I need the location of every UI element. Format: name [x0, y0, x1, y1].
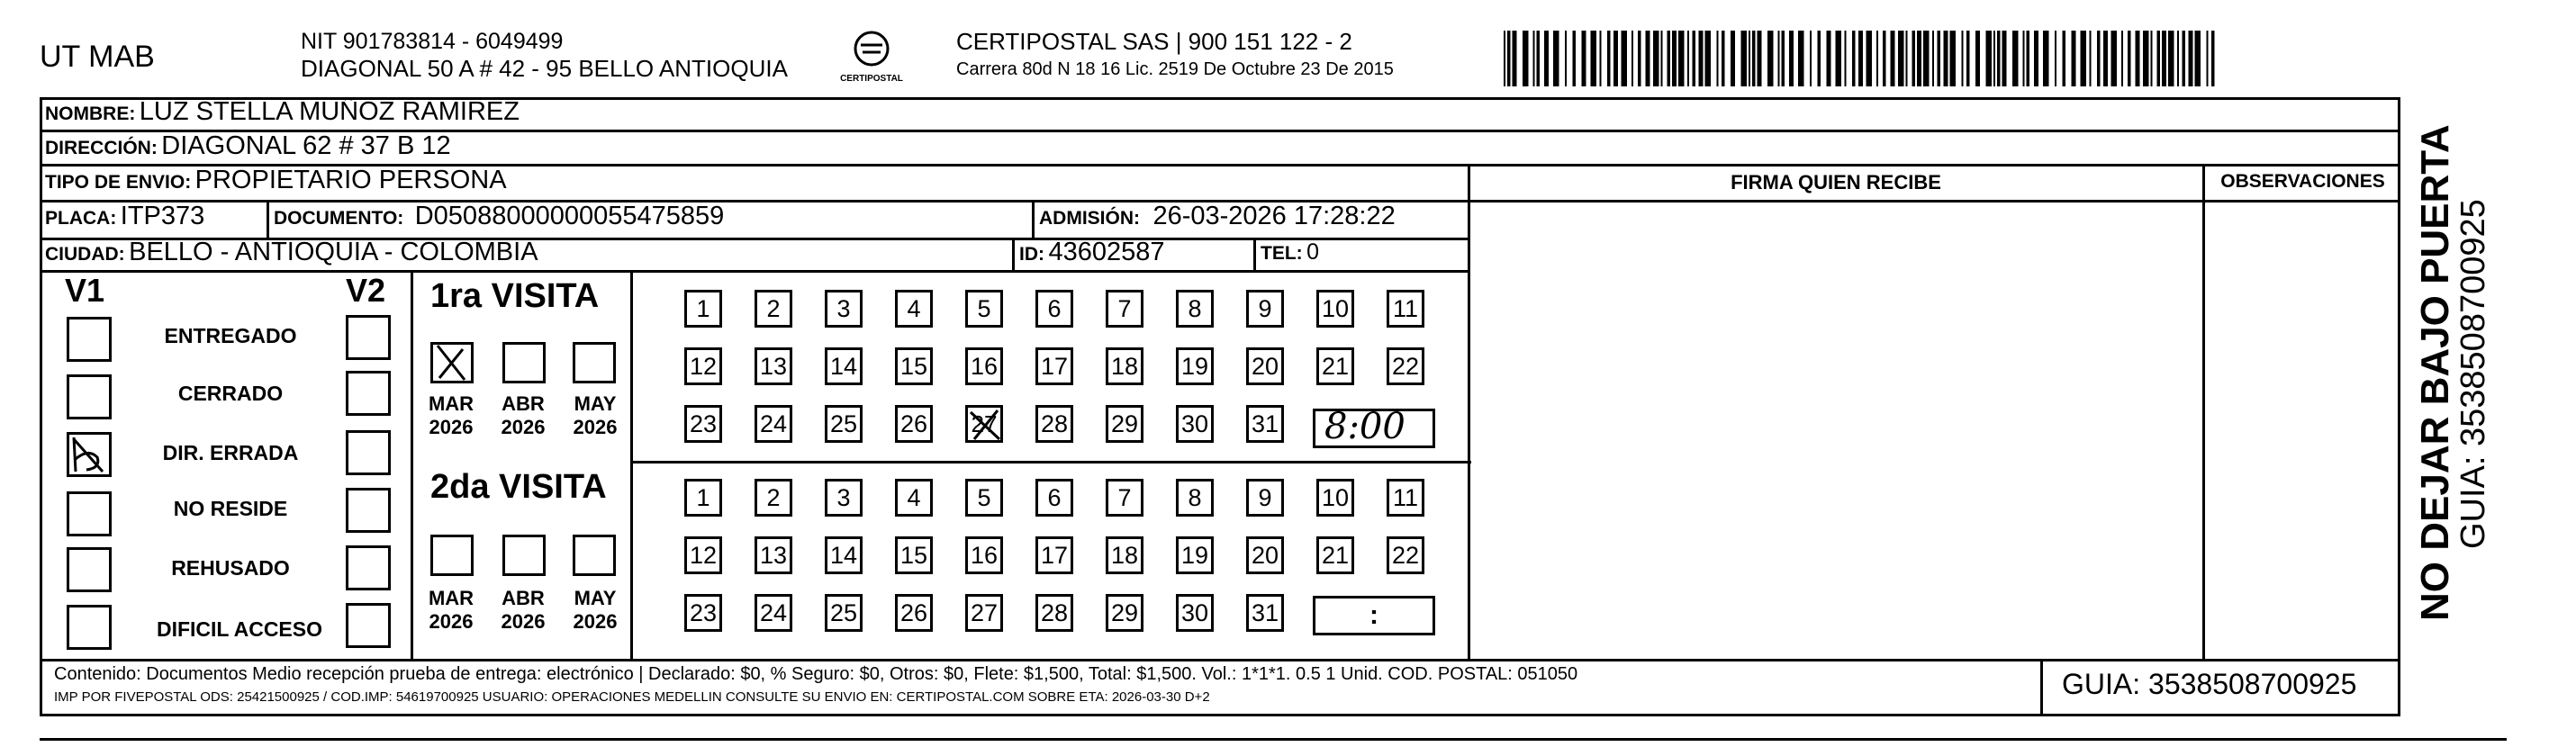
- handwritten-check-icon: [67, 432, 112, 477]
- v2-label: V2: [346, 272, 386, 309]
- days2-day-4[interactable]: 4: [895, 479, 933, 517]
- days2-day-9[interactable]: 9: [1246, 479, 1284, 517]
- documento-field: [274, 202, 724, 231]
- days1-day-13[interactable]: 13: [755, 347, 792, 385]
- visita2-title: 2da VISITA: [430, 468, 607, 506]
- nombre-row: [45, 97, 520, 127]
- footer-imp: IMP POR FIVEPOSTAL ODS: 25421500925 / COD.IMP: 54619700925 USUARIO: OPERACIONES MEDELLIN CONSULTE SU ENVIO EN: CERTIPOSTAL.COM SOBRE ETA: 2026-03-30 D+2: [54, 689, 1210, 705]
- visita1-month-abr-checkbox[interactable]: [502, 342, 546, 383]
- visita2-month-may: MAY 2026: [573, 587, 618, 633]
- days1-day-9[interactable]: 9: [1246, 290, 1284, 328]
- placa-value: ITP373: [120, 202, 205, 230]
- days2-day-21[interactable]: 21: [1316, 536, 1354, 574]
- days1-day-25[interactable]: 25: [825, 405, 863, 443]
- visita1-hour-box[interactable]: [1313, 406, 1435, 448]
- visita2-month-mar-checkbox[interactable]: [430, 535, 474, 576]
- tipo-value: PROPIETARIO PERSONA: [194, 166, 507, 194]
- days1-day-17[interactable]: 17: [1035, 347, 1073, 385]
- status-rehusado: REHUSADO: [171, 556, 290, 580]
- v1-checkbox-entregado[interactable]: [67, 317, 112, 362]
- visita1-hour-value: 8:00: [1324, 406, 1406, 447]
- visita1-month-may-checkbox[interactable]: [573, 342, 616, 383]
- courier-license: Carrera 80d N 18 16 Lic. 2519 De Octubre 23 De 2015: [956, 59, 1394, 79]
- days1-day-31[interactable]: 31: [1246, 405, 1284, 443]
- side-no-dejar: NO DEJAR BAJO PUERTA: [2413, 124, 2457, 621]
- visita2-month-mar: MAR 2026: [428, 587, 475, 633]
- days2-day-20[interactable]: 20: [1246, 536, 1284, 574]
- days2-day-11[interactable]: 11: [1387, 479, 1424, 517]
- id-field: [1019, 238, 1164, 267]
- documento-label: DOCUMENTO:: [274, 208, 404, 229]
- v2-checkbox-cerrado[interactable]: [346, 371, 391, 416]
- days2-day-23[interactable]: 23: [684, 594, 722, 632]
- footer-contenido: Contenido: Documentos Medio recepción prueba de entrega: electrónico | Declarado: $0, % Seguro: $0, Otros: $0, Flete: $1,500, Total: $1,500. Vol.: 1*1*1. 0.5 1 Unid. COD. POSTAL: 051050: [54, 664, 1578, 684]
- days1-day-16[interactable]: 16: [965, 347, 1003, 385]
- handwritten-x-icon: [430, 342, 474, 383]
- status-no-reside: NO RESIDE: [173, 497, 288, 520]
- direccion-row: [45, 131, 451, 161]
- company-name: UT MAB: [40, 40, 155, 74]
- direccion-value: DIAGONAL 62 # 37 B 12: [161, 131, 451, 160]
- v2-checkbox-dificil-acceso[interactable]: [346, 603, 391, 648]
- days2-day-29[interactable]: 29: [1106, 594, 1143, 632]
- days1-day-10[interactable]: 10: [1316, 290, 1354, 328]
- days2-day-6[interactable]: 6: [1035, 479, 1073, 517]
- days2-day-15[interactable]: 15: [895, 536, 933, 574]
- observaciones-label: OBSERVACIONES: [2220, 171, 2385, 192]
- days1-day-19[interactable]: 19: [1176, 347, 1214, 385]
- days2-day-24[interactable]: 24: [755, 594, 792, 632]
- company-nit: NIT 901783814 - 6049499: [301, 29, 564, 54]
- days2-day-12[interactable]: 12: [684, 536, 722, 574]
- days1-day-1[interactable]: 1: [684, 290, 722, 328]
- visita2-hour-box[interactable]: [1313, 596, 1435, 635]
- days2-day-7[interactable]: 7: [1106, 479, 1143, 517]
- v2-checkbox-dir-errada[interactable]: [346, 430, 391, 475]
- days1-day-15[interactable]: 15: [895, 347, 933, 385]
- placa-field: [45, 202, 204, 231]
- days2-day-3[interactable]: 3: [825, 479, 863, 517]
- days1-day-29[interactable]: 29: [1106, 405, 1143, 443]
- days2-day-2[interactable]: 2: [755, 479, 792, 517]
- days1-day-30[interactable]: 30: [1176, 405, 1214, 443]
- v2-checkbox-entregado[interactable]: [346, 315, 391, 360]
- ciudad-field: [45, 238, 538, 267]
- side-guia: GUIA: 3538508700925: [2454, 199, 2492, 549]
- days1-day-27[interactable]: [965, 405, 1003, 443]
- days1-day-7[interactable]: 7: [1106, 290, 1143, 328]
- days2-day-10[interactable]: 10: [1316, 479, 1354, 517]
- ciudad-label: CIUDAD:: [45, 244, 125, 265]
- days1-day-8[interactable]: 8: [1176, 290, 1214, 328]
- nombre-value: LUZ STELLA MUÑOZ RAMIREZ: [139, 97, 520, 126]
- days2-day-17[interactable]: 17: [1035, 536, 1073, 574]
- nombre-label: NOMBRE:: [45, 104, 136, 124]
- days1-day-24[interactable]: 24: [755, 405, 792, 443]
- days2-day-31[interactable]: 31: [1246, 594, 1284, 632]
- visita2-month-abr: ABR 2026: [501, 587, 546, 633]
- certipostal-logo: [836, 29, 908, 86]
- days1-day-11[interactable]: 11: [1387, 290, 1424, 328]
- status-dificil-acceso: DIFICIL ACCESO: [156, 617, 322, 641]
- days1-day-18[interactable]: 18: [1106, 347, 1143, 385]
- tel-field: [1261, 239, 1319, 266]
- v1-checkbox-dificil-acceso[interactable]: [67, 605, 112, 650]
- days1-day-23[interactable]: 23: [684, 405, 722, 443]
- courier-name: CERTIPOSTAL SAS | 900 151 122 - 2: [956, 28, 1352, 55]
- days1-day-4[interactable]: 4: [895, 290, 933, 328]
- days2-day-16[interactable]: 16: [965, 536, 1003, 574]
- v1-checkbox-rehusado[interactable]: [67, 547, 112, 592]
- visita1-title: 1ra VISITA: [430, 277, 600, 315]
- v2-checkbox-no-reside[interactable]: [346, 488, 391, 533]
- firma-label: FIRMA QUIEN RECIBE: [1731, 171, 1941, 194]
- days2-day-27[interactable]: 27: [965, 594, 1003, 632]
- status-entregado: ENTREGADO: [164, 324, 297, 347]
- admision-label: ADMISIÓN:: [1039, 208, 1140, 229]
- v2-checkbox-rehusado[interactable]: [346, 545, 391, 590]
- days1-day-28[interactable]: 28: [1035, 405, 1073, 443]
- admision-value: 26-03-2026 17:28:22: [1152, 202, 1396, 230]
- visita1-month-may: MAY 2026: [573, 392, 618, 438]
- direccion-label: DIRECCIÓN:: [45, 138, 158, 158]
- header: [0, 0, 2576, 99]
- status-dir-errada: DIR. ERRADA: [162, 441, 299, 464]
- days1-day-5[interactable]: 5: [965, 290, 1003, 328]
- handwritten-x-icon: [965, 405, 1003, 443]
- admision-field: [1039, 202, 1396, 231]
- days2-day-28[interactable]: 28: [1035, 594, 1073, 632]
- days1-day-14[interactable]: 14: [825, 347, 863, 385]
- footer-guia: GUIA: 3538508700925: [2062, 668, 2357, 700]
- days1-day-26[interactable]: 26: [895, 405, 933, 443]
- barcode: [1504, 31, 2224, 86]
- tel-label: TEL:: [1261, 243, 1303, 264]
- visita2-hour-value: :: [1369, 600, 1378, 630]
- id-label: ID:: [1019, 244, 1044, 265]
- days1-day-20[interactable]: 20: [1246, 347, 1284, 385]
- v1-label: V1: [65, 272, 105, 309]
- visita1-month-abr: ABR 2026: [501, 392, 546, 438]
- days2-day-8[interactable]: 8: [1176, 479, 1214, 517]
- svg-text:CERTIPOSTAL: CERTIPOSTAL: [840, 74, 903, 84]
- svg-text:27: 27: [971, 410, 998, 437]
- days1-day-6[interactable]: 6: [1035, 290, 1073, 328]
- days2-day-30[interactable]: 30: [1176, 594, 1214, 632]
- days2-day-5[interactable]: 5: [965, 479, 1003, 517]
- company-address: DIAGONAL 50 A # 42 - 95 BELLO ANTIOQUIA: [301, 55, 788, 82]
- days2-day-13[interactable]: 13: [755, 536, 792, 574]
- days2-day-25[interactable]: 25: [825, 594, 863, 632]
- days2-day-19[interactable]: 19: [1176, 536, 1214, 574]
- v1-checkbox-no-reside[interactable]: [67, 491, 112, 536]
- v1-checkbox-dir-errada[interactable]: [67, 432, 112, 477]
- visita2-month-may-checkbox[interactable]: [573, 535, 616, 576]
- visita1-month-mar: MAR 2026: [428, 392, 475, 438]
- documento-value: D05088000000055475859: [414, 202, 725, 230]
- days1-day-22[interactable]: 22: [1387, 347, 1424, 385]
- days2-day-26[interactable]: 26: [895, 594, 933, 632]
- days2-day-22[interactable]: 22: [1387, 536, 1424, 574]
- status-cerrado: CERRADO: [177, 382, 284, 405]
- id-value: 43602587: [1048, 238, 1165, 266]
- visita1-month-mar-checkbox[interactable]: [430, 342, 474, 383]
- ciudad-value: BELLO - ANTIOQUIA - COLOMBIA: [129, 238, 538, 266]
- days1-day-12[interactable]: 12: [684, 347, 722, 385]
- placa-label: PLACA:: [45, 208, 117, 229]
- tipo-label: TIPO DE ENVIO:: [45, 172, 192, 193]
- tipo-row: [45, 166, 507, 195]
- days2-day-18[interactable]: 18: [1106, 536, 1143, 574]
- v1-checkbox-cerrado[interactable]: [67, 374, 112, 419]
- days1-day-3[interactable]: 3: [825, 290, 863, 328]
- days2-day-14[interactable]: 14: [825, 536, 863, 574]
- visita2-month-abr-checkbox[interactable]: [502, 535, 546, 576]
- days2-day-1[interactable]: 1: [684, 479, 722, 517]
- tel-value: 0: [1306, 239, 1320, 265]
- days1-day-2[interactable]: 2: [755, 290, 792, 328]
- days1-day-21[interactable]: 21: [1316, 347, 1354, 385]
